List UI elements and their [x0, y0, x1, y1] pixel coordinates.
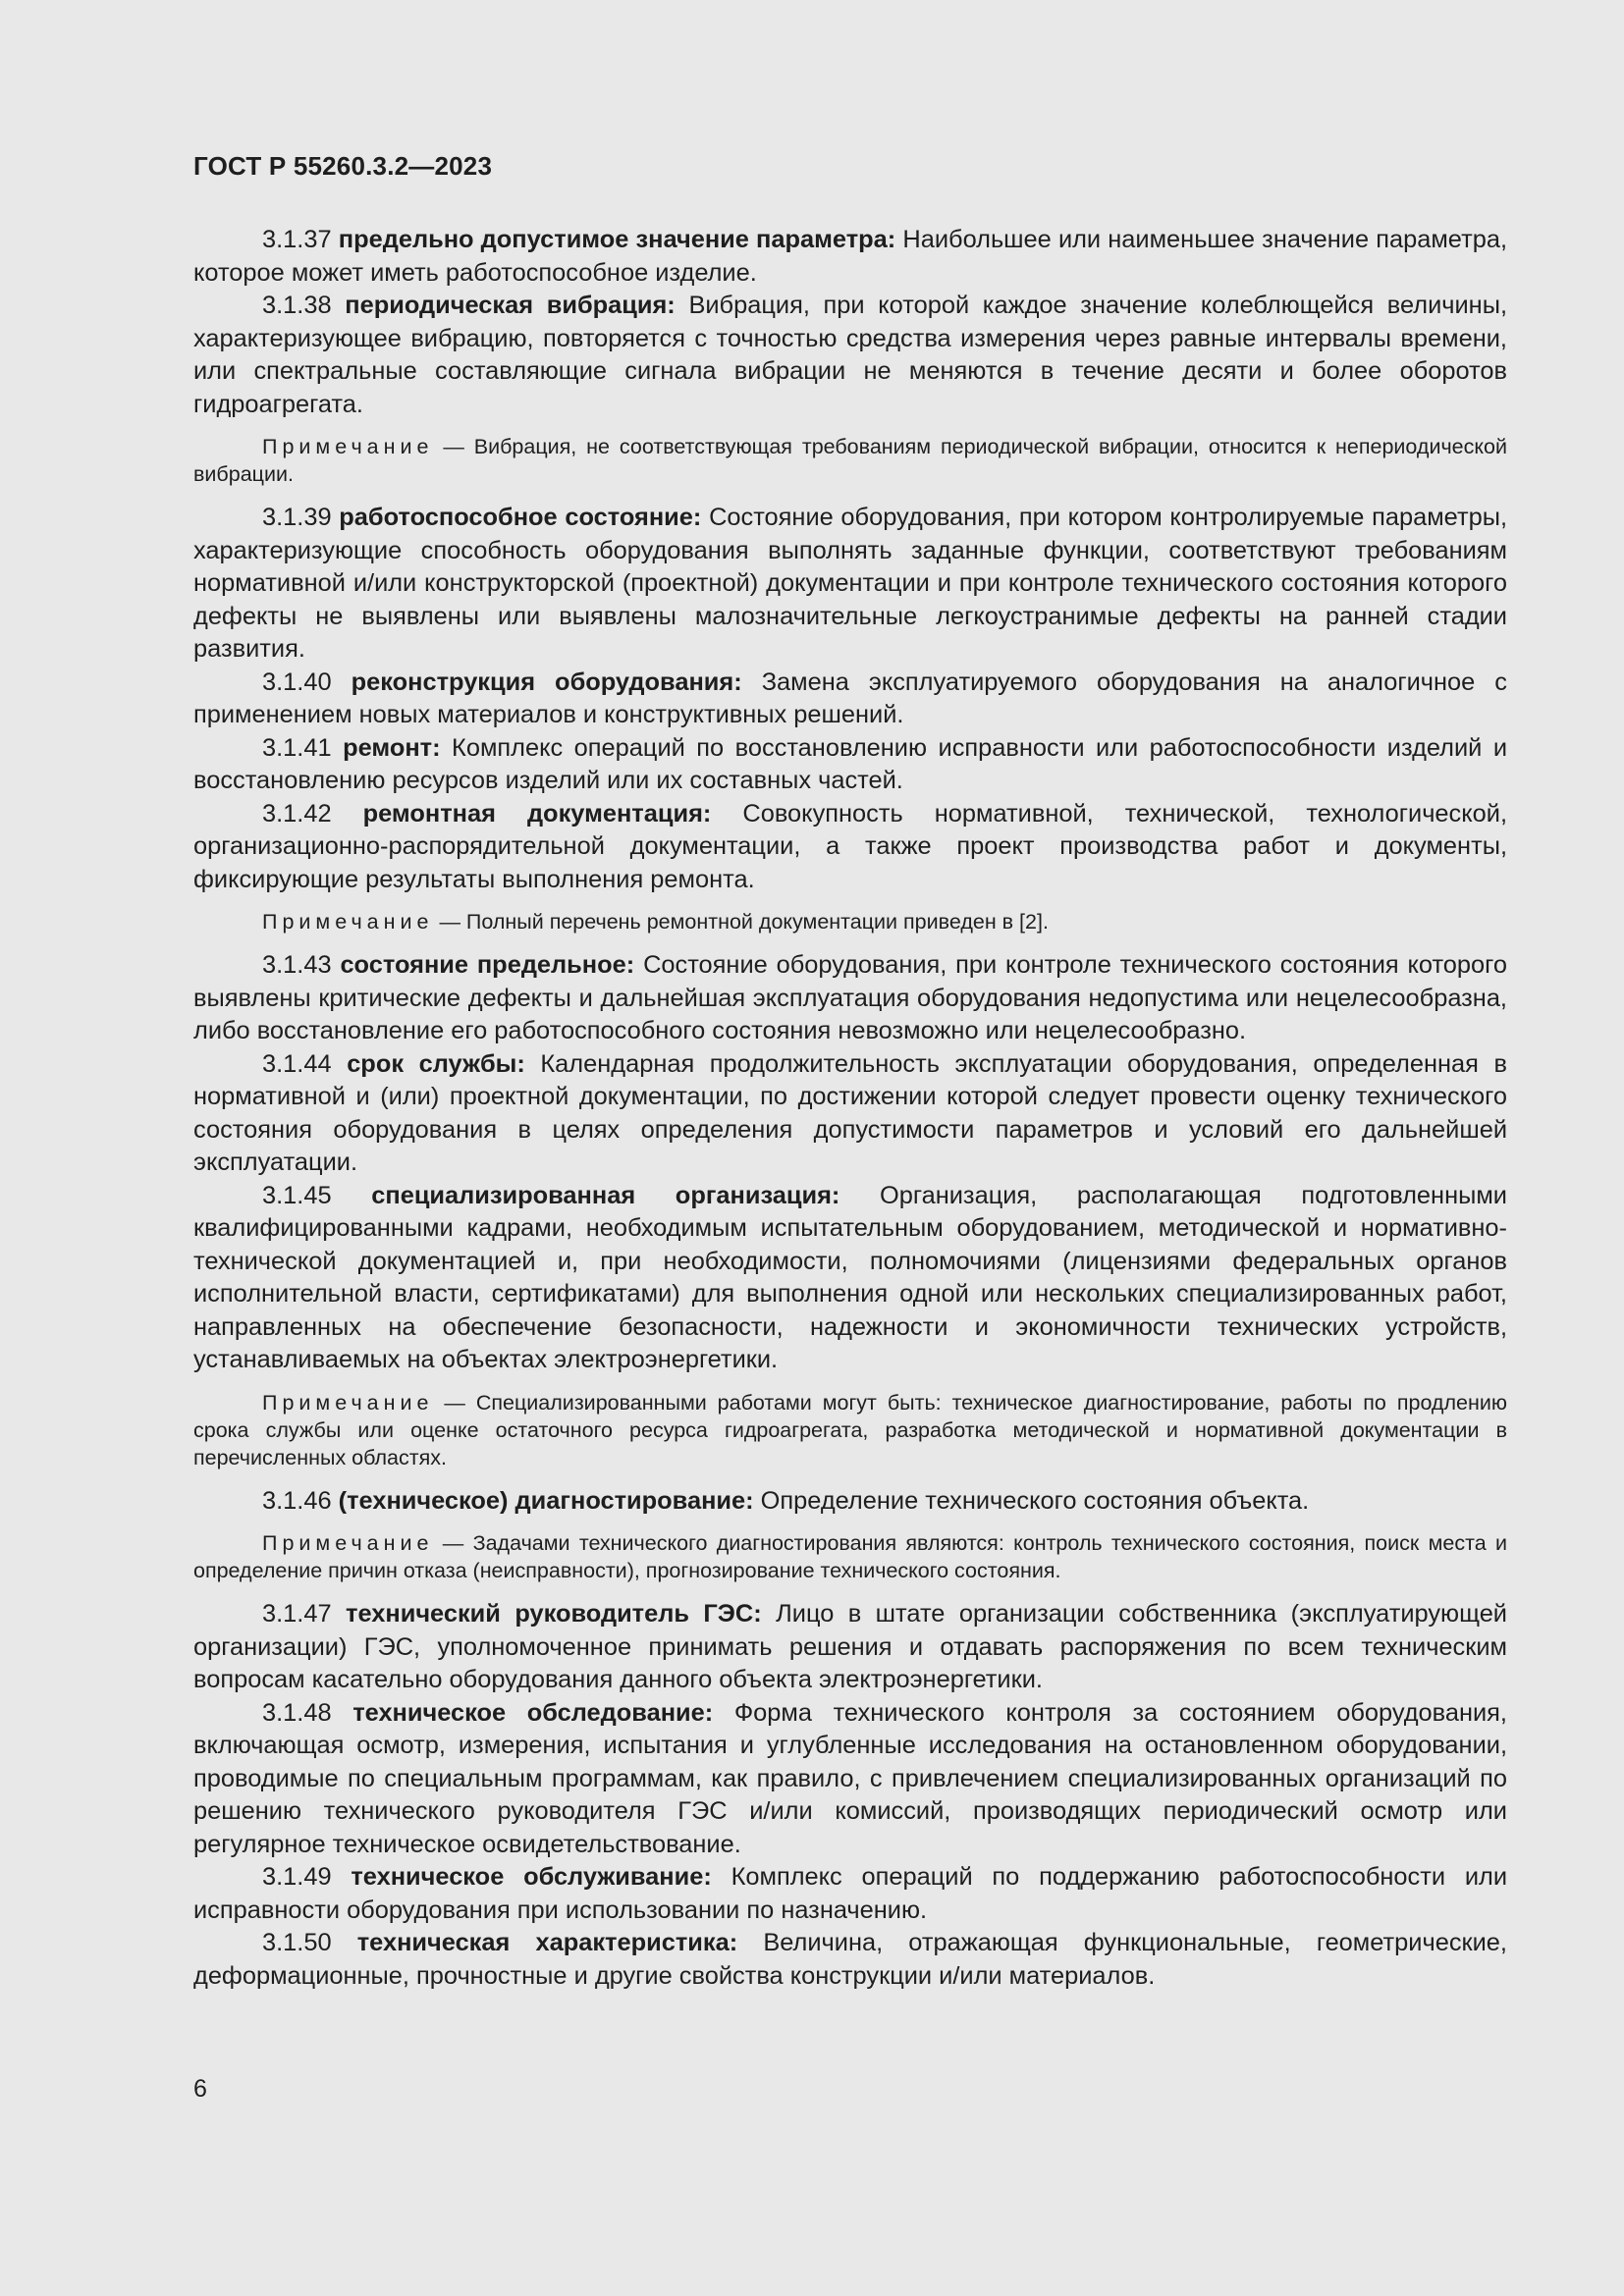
term-name: срок службы:: [347, 1049, 525, 1078]
note-paragraph: [193, 908, 1507, 935]
term-number: 3.1.40: [262, 667, 332, 696]
term-number: 3.1.43: [262, 951, 332, 979]
term-number: 3.1.46: [262, 1486, 332, 1515]
note-label: Примечание: [262, 910, 434, 934]
term-definition-paragraph: [193, 1048, 1507, 1180]
term-definition-paragraph: [193, 667, 1507, 732]
term-definition-text: Лицо в штате организации собственника (эксплуатирующей организации) ГЭС, уполномоченное принимать решения и отдавать распоряжения по всем техническим вопросам касательно оборудования данного объекта электроэнергетики.: [193, 1600, 1507, 1693]
term-name: работоспособное состояние:: [339, 504, 702, 531]
term-name: ремонтная документация:: [362, 799, 712, 828]
term-definition-paragraph: [193, 798, 1507, 897]
note-text: — Специализированными работами могут быть: техническое диагностирование, работы по продлению срока службы или оценке остаточного ресурса гидроагрегата, разработка методической и нормативной документации в перечисленных областях.: [193, 1390, 1507, 1469]
term-definition-text: Определение технического состояния объекта.: [760, 1486, 1310, 1515]
term-name: предельно допустимое значение параметра:: [338, 226, 896, 253]
term-definition-paragraph: [193, 1861, 1507, 1927]
term-definition-paragraph: [193, 290, 1507, 421]
term-definition-text: Календарная продолжительность эксплуатации оборудования, определенная в нормативной и (или) проектной документации, по достижении которой следует провести оценку технического состояния оборудования в целях определения допустимости параметров и условий его дальнейшей эксплуатации.: [193, 1049, 1507, 1176]
term-number: 3.1.49: [262, 1863, 332, 1891]
term-definition-paragraph: [193, 732, 1507, 798]
term-definition-text: Комплекс операций по восстановлению исправности или работоспособности изделий и восстановлению ресурсов изделий или их составных частей.: [193, 733, 1507, 794]
term-definition-paragraph: [193, 1697, 1507, 1862]
term-number: 3.1.50: [262, 1929, 332, 1956]
term-definition-paragraph: [193, 949, 1507, 1048]
term-name: техническая характеристика:: [356, 1929, 738, 1956]
term-number: 3.1.45: [262, 1181, 332, 1209]
term-definition-text: Наибольшее или наименьшее значение параметра, которое может иметь работоспособное изделие.: [193, 226, 1507, 287]
term-number: 3.1.44: [262, 1049, 332, 1078]
term-definition-text: Состояние оборудования, при котором контролируемые параметры, характеризующие способность оборудования выполнять заданные функции, соответствуют требованиям нормативной и/или конструкторской (проектной) документации и при контроле технического состояния которого дефекты не выявлены или выявлены малозначительные легкоустранимые дефекты на ранней стадии развития.: [193, 504, 1507, 663]
term-name: специализированная организация:: [371, 1181, 840, 1209]
note-label: Примечание: [262, 1390, 434, 1415]
term-name: состояние предельное:: [340, 951, 635, 979]
note-label: Примечание: [262, 435, 434, 458]
term-definition-text: Замена эксплуатируемого оборудования на аналогичное с применением новых материалов и конструктивных решений.: [193, 667, 1508, 728]
term-definition-paragraph: [193, 1598, 1507, 1697]
term-definition-paragraph: [193, 224, 1507, 290]
note-text: — Задачами технического диагностирования являются: контроль технического состояния, поиск места и определение причин отказа (неисправности), прогнозирование технического состояния.: [193, 1531, 1507, 1582]
term-definition-paragraph: [193, 1485, 1507, 1519]
term-definition-text: Организация, располагающая подготовленными квалифицированными кадрами, необходимым испытательным оборудованием, методической и нормативно-технической документацией и, при необходимости, полномочиями (лицензиями федеральных органов исполнительной власти, сертификатами) для выполнения одной или нескольких специализированных работ, направленных на обеспечение безопасности, надежности и экономичности технических устройств, устанавливаемых на объектах электроэнергетики.: [193, 1181, 1507, 1373]
term-name: техническое обследование:: [352, 1698, 714, 1727]
term-name: (техническое) диагностирование:: [338, 1486, 754, 1515]
term-number: 3.1.39: [262, 504, 332, 531]
term-definition-text: Состояние оборудования, при контроле технического состояния которого выявлены критические дефекты и дальнейшая эксплуатация оборудования недопустима или нецелесообразна, либо восстановление его работоспособного состояния невозможно или нецелесообразно.: [193, 951, 1507, 1044]
term-number: 3.1.37: [262, 226, 332, 253]
term-definition-text: Форма технического контроля за состоянием оборудования, включающая осмотр, измерения, испытания и углубленные исследования на остановленном оборудовании, проводимые по специальным программам, как правило, с привлечением специализированных организаций по решению технического руководителя ГЭС и/или комиссий, производящих периодический осмотр или регулярное техническое освидетельствование.: [193, 1698, 1507, 1858]
term-definition-text: Величина, отражающая функциональные, геометрические, деформационные, прочностные и другие свойства конструкции и/или материалов.: [193, 1929, 1507, 1990]
term-name: техническое обслуживание:: [351, 1863, 712, 1891]
term-number: 3.1.47: [262, 1600, 332, 1628]
term-name: реконструкция оборудования:: [351, 667, 742, 696]
note-text: — Полный перечень ремонтной документации приведен в [2].: [439, 910, 1049, 934]
note-paragraph: [193, 433, 1507, 488]
page-number: 6: [193, 2075, 207, 2103]
term-definition-paragraph: [193, 1927, 1507, 1993]
term-definition-text: Совокупность нормативной, технической, технологической, организационно-распорядительной документации, а также проект производства работ и документы, фиксирующие результаты выполнения ремонта.: [193, 799, 1507, 893]
term-name: периодическая вибрация:: [345, 292, 676, 319]
term-number: 3.1.42: [262, 799, 332, 828]
term-number: 3.1.41: [262, 733, 332, 762]
document-code-header: ГОСТ Р 55260.3.2—2023: [193, 151, 493, 181]
term-definition-text: Вибрация, при которой каждое значение колеблющейся величины, характеризующее вибрацию, повторяется с точностью средства измерения через равные интервалы времени, или спектральные составляющие сигнала вибрации не меняются в течение десяти и более оборотов гидроагрегата.: [193, 292, 1508, 418]
note-label: Примечание: [262, 1531, 434, 1555]
term-definition-text: Комплекс операций по поддержанию работоспособности или исправности оборудования при использовании по назначению.: [193, 1863, 1508, 1924]
term-definition-paragraph: [193, 502, 1507, 667]
document-body: [193, 224, 1507, 1993]
term-number: 3.1.38: [262, 292, 332, 319]
note-text: — Вибрация, не соответствующая требованиям периодической вибрации, относится к непериодической вибрации.: [193, 435, 1507, 486]
term-name: технический руководитель ГЭС:: [346, 1600, 762, 1628]
term-name: ремонт:: [343, 733, 441, 762]
note-paragraph: [193, 1529, 1507, 1584]
term-number: 3.1.48: [262, 1698, 332, 1727]
term-definition-paragraph: [193, 1180, 1507, 1377]
note-paragraph: [193, 1389, 1507, 1471]
